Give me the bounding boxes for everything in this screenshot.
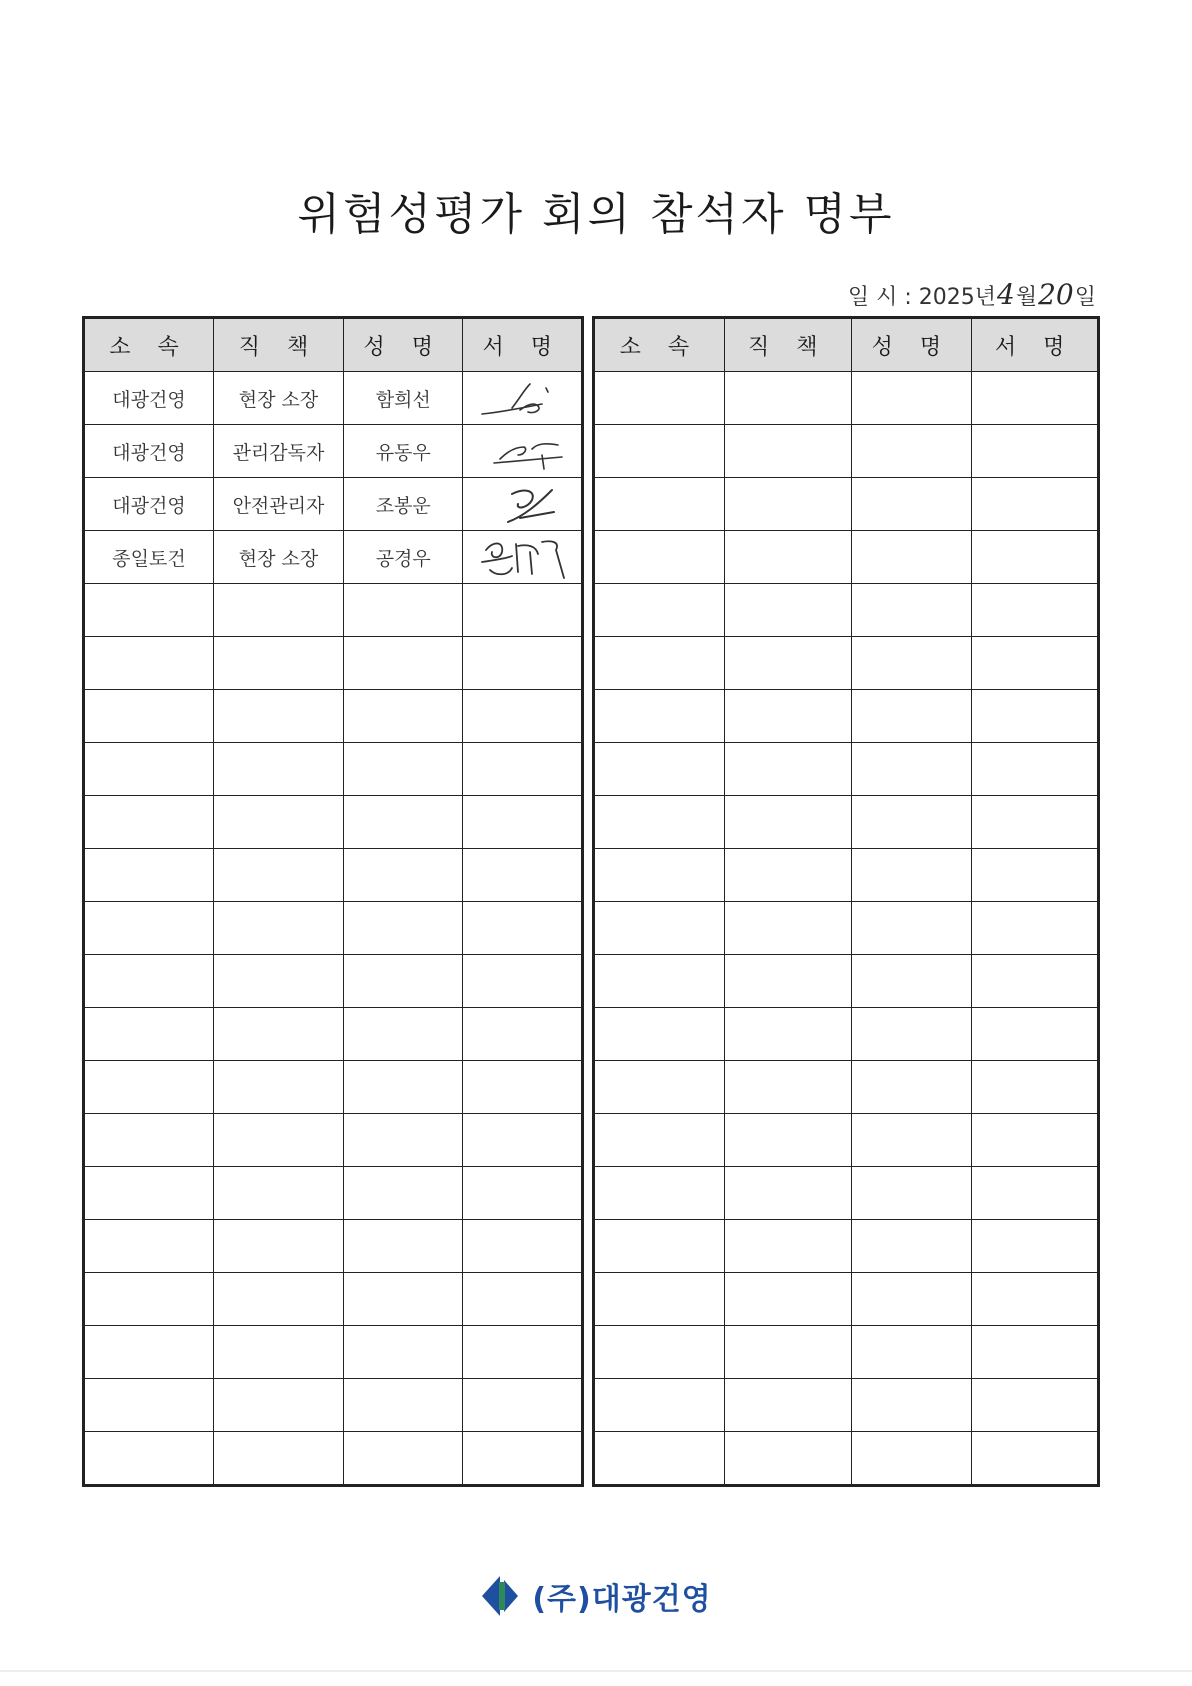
empty-row (84, 690, 583, 743)
empty-cell (213, 1061, 343, 1114)
empty-cell (343, 743, 463, 796)
empty-row (594, 1220, 1099, 1273)
empty-cell (594, 690, 725, 743)
month-suffix: 월 (1015, 285, 1038, 310)
table-row (84, 372, 583, 425)
empty-cell (463, 690, 583, 743)
empty-cell (972, 1326, 1099, 1379)
empty-cell (594, 1114, 725, 1167)
empty-cell (84, 955, 214, 1008)
empty-cell (851, 955, 972, 1008)
empty-cell (213, 902, 343, 955)
empty-cell (84, 1220, 214, 1273)
signature-image (472, 374, 572, 422)
signature-image (472, 532, 572, 582)
empty-cell (84, 1167, 214, 1220)
empty-cell (463, 1379, 583, 1432)
empty-row (594, 1273, 1099, 1326)
empty-cell (213, 955, 343, 1008)
empty-row (594, 1114, 1099, 1167)
meeting-date (848, 278, 1096, 311)
empty-cell (343, 955, 463, 1008)
empty-cell (594, 1432, 725, 1486)
position-cell: 관리감독자 (213, 425, 343, 478)
empty-cell (463, 902, 583, 955)
name-cell: 함희선 (343, 372, 463, 425)
empty-cell (972, 1379, 1099, 1432)
signature-image (472, 480, 572, 528)
day-suffix: 일 (1074, 285, 1096, 310)
empty-cell (84, 849, 214, 902)
header-position: 직 책 (213, 318, 343, 372)
empty-cell (213, 1008, 343, 1061)
empty-cell (724, 1432, 851, 1486)
empty-cell (594, 1273, 725, 1326)
empty-cell (84, 743, 214, 796)
empty-cell (84, 1273, 214, 1326)
name-cell: 조봉운 (343, 478, 463, 531)
empty-cell (343, 1114, 463, 1167)
empty-row (84, 1220, 583, 1273)
empty-cell (594, 637, 725, 690)
affiliation-cell: 종일토건 (84, 531, 214, 584)
empty-cell (972, 1114, 1099, 1167)
company-logo-icon (480, 1574, 520, 1618)
empty-row (594, 690, 1099, 743)
empty-row (594, 743, 1099, 796)
affiliation-cell: 대광건영 (84, 478, 214, 531)
empty-cell (84, 690, 214, 743)
affiliation-cell: 대광건영 (84, 372, 214, 425)
empty-cell (343, 796, 463, 849)
empty-cell (213, 1114, 343, 1167)
empty-cell (594, 1326, 725, 1379)
empty-row (84, 584, 583, 637)
empty-cell (851, 1432, 972, 1486)
empty-cell (972, 902, 1099, 955)
empty-cell (724, 1167, 851, 1220)
empty-row (84, 1379, 583, 1432)
empty-cell (594, 1061, 725, 1114)
empty-cell (84, 1061, 214, 1114)
empty-row (594, 849, 1099, 902)
empty-cell (343, 1273, 463, 1326)
empty-cell (851, 1008, 972, 1061)
header-signature: 서 명 (972, 318, 1099, 372)
empty-cell (463, 1008, 583, 1061)
empty-cell (972, 743, 1099, 796)
empty-cell (213, 584, 343, 637)
document-title: 위험성평가 회의 참석자 명부 (297, 189, 895, 240)
empty-cell (343, 1008, 463, 1061)
empty-cell (213, 637, 343, 690)
table-row (84, 531, 583, 584)
empty-cell (851, 1273, 972, 1326)
empty-cell (724, 1326, 851, 1379)
empty-cell (724, 637, 851, 690)
empty-row (594, 1008, 1099, 1061)
empty-row (84, 955, 583, 1008)
empty-cell (213, 796, 343, 849)
empty-cell (463, 955, 583, 1008)
empty-cell (972, 1061, 1099, 1114)
empty-row (84, 1008, 583, 1061)
empty-cell (972, 1167, 1099, 1220)
empty-cell (463, 1432, 583, 1486)
attendee-table-right (592, 316, 1100, 1487)
empty-cell (851, 902, 972, 955)
empty-cell (84, 1008, 214, 1061)
scan-edge-line (0, 1670, 1192, 1672)
empty-cell (463, 1114, 583, 1167)
empty-cell (594, 1167, 725, 1220)
header-affiliation: 소 속 (84, 318, 214, 372)
empty-cell (851, 478, 972, 531)
empty-row (84, 1114, 583, 1167)
empty-cell (851, 1061, 972, 1114)
empty-cell (724, 796, 851, 849)
empty-cell (972, 478, 1099, 531)
empty-cell (343, 1432, 463, 1486)
empty-cell (594, 743, 725, 796)
empty-cell (972, 1008, 1099, 1061)
empty-cell (594, 902, 725, 955)
position-cell: 안전관리자 (213, 478, 343, 531)
empty-cell (84, 584, 214, 637)
empty-row (84, 1273, 583, 1326)
empty-cell (213, 849, 343, 902)
empty-cell (463, 1273, 583, 1326)
header-name: 성 명 (851, 318, 972, 372)
empty-row (594, 902, 1099, 955)
empty-cell (343, 1379, 463, 1432)
empty-cell (213, 1432, 343, 1486)
position-cell: 현장 소장 (213, 372, 343, 425)
empty-cell (84, 796, 214, 849)
empty-cell (213, 1167, 343, 1220)
empty-cell (724, 955, 851, 1008)
empty-cell (594, 955, 725, 1008)
empty-cell (84, 902, 214, 955)
empty-cell (972, 584, 1099, 637)
empty-cell (724, 584, 851, 637)
empty-row (594, 1432, 1099, 1486)
empty-cell (851, 796, 972, 849)
empty-row (594, 531, 1099, 584)
handwritten-day: 20 (1038, 278, 1074, 311)
header-name: 성 명 (343, 318, 463, 372)
position-cell: 현장 소장 (213, 531, 343, 584)
empty-cell (851, 690, 972, 743)
empty-cell (343, 637, 463, 690)
empty-row (594, 796, 1099, 849)
empty-cell (343, 584, 463, 637)
header-row (594, 318, 1099, 372)
empty-cell (594, 1379, 725, 1432)
empty-cell (851, 372, 972, 425)
empty-cell (594, 531, 725, 584)
empty-cell (724, 531, 851, 584)
empty-cell (972, 796, 1099, 849)
empty-cell (84, 1432, 214, 1486)
empty-cell (972, 372, 1099, 425)
empty-row (594, 425, 1099, 478)
header-signature: 서 명 (463, 318, 583, 372)
empty-cell (463, 1326, 583, 1379)
empty-cell (343, 1326, 463, 1379)
empty-row (84, 1326, 583, 1379)
empty-cell (851, 849, 972, 902)
empty-cell (213, 1326, 343, 1379)
empty-cell (851, 1220, 972, 1273)
empty-cell (463, 743, 583, 796)
empty-row (594, 955, 1099, 1008)
empty-row (84, 796, 583, 849)
empty-row (84, 1167, 583, 1220)
empty-cell (724, 1273, 851, 1326)
empty-cell (343, 849, 463, 902)
empty-cell (851, 1326, 972, 1379)
empty-cell (851, 743, 972, 796)
empty-row (84, 849, 583, 902)
empty-row (84, 1061, 583, 1114)
attendee-rows (594, 372, 1099, 1486)
empty-cell (724, 1114, 851, 1167)
empty-cell (463, 849, 583, 902)
empty-cell (851, 1114, 972, 1167)
empty-cell (343, 902, 463, 955)
signature-cell (463, 478, 583, 531)
empty-cell (594, 425, 725, 478)
empty-cell (463, 584, 583, 637)
handwritten-month: 4 (997, 278, 1015, 311)
empty-cell (972, 1220, 1099, 1273)
empty-cell (724, 1061, 851, 1114)
empty-cell (84, 1326, 214, 1379)
empty-cell (851, 531, 972, 584)
name-cell: 공경우 (343, 531, 463, 584)
empty-cell (724, 1008, 851, 1061)
empty-cell (84, 1379, 214, 1432)
empty-cell (724, 1379, 851, 1432)
empty-row (594, 478, 1099, 531)
empty-cell (724, 425, 851, 478)
empty-row (594, 1167, 1099, 1220)
empty-cell (594, 1220, 725, 1273)
empty-cell (724, 743, 851, 796)
empty-cell (84, 637, 214, 690)
empty-row (594, 584, 1099, 637)
date-label: 일 시 : 2025년 (847, 285, 996, 310)
empty-row (594, 1326, 1099, 1379)
empty-cell (594, 1008, 725, 1061)
empty-cell (213, 1220, 343, 1273)
empty-cell (972, 1273, 1099, 1326)
empty-cell (851, 637, 972, 690)
empty-cell (594, 372, 725, 425)
empty-cell (213, 1273, 343, 1326)
empty-cell (463, 1167, 583, 1220)
empty-row (84, 637, 583, 690)
signature-cell (463, 531, 583, 584)
empty-cell (851, 425, 972, 478)
affiliation-cell: 대광건영 (84, 425, 214, 478)
empty-cell (724, 690, 851, 743)
empty-cell (343, 690, 463, 743)
signature-cell (463, 425, 583, 478)
empty-cell (594, 478, 725, 531)
attendee-table-left (82, 316, 584, 1487)
empty-cell (724, 372, 851, 425)
empty-cell (213, 690, 343, 743)
attendee-rows (84, 372, 583, 1486)
empty-cell (213, 1379, 343, 1432)
empty-cell (972, 690, 1099, 743)
empty-cell (724, 1220, 851, 1273)
footer (0, 1574, 1192, 1618)
empty-cell (972, 849, 1099, 902)
empty-row (594, 637, 1099, 690)
empty-cell (972, 1432, 1099, 1486)
header-affiliation: 소 속 (594, 318, 725, 372)
empty-cell (343, 1167, 463, 1220)
empty-cell (724, 902, 851, 955)
empty-cell (343, 1220, 463, 1273)
empty-row (84, 902, 583, 955)
empty-cell (594, 584, 725, 637)
header-position: 직 책 (724, 318, 851, 372)
empty-cell (724, 849, 851, 902)
empty-row (84, 1432, 583, 1486)
company-name: (주)대광건영 (532, 1582, 712, 1617)
empty-cell (463, 796, 583, 849)
signature-cell (463, 372, 583, 425)
header-row (84, 318, 583, 372)
empty-cell (84, 1114, 214, 1167)
empty-cell (972, 531, 1099, 584)
empty-cell (213, 743, 343, 796)
empty-row (594, 1061, 1099, 1114)
empty-cell (972, 425, 1099, 478)
empty-cell (851, 1167, 972, 1220)
name-cell: 유동우 (343, 425, 463, 478)
empty-cell (594, 796, 725, 849)
empty-cell (463, 1061, 583, 1114)
empty-row (594, 1379, 1099, 1432)
empty-cell (972, 637, 1099, 690)
empty-cell (972, 955, 1099, 1008)
empty-cell (851, 1379, 972, 1432)
empty-cell (594, 849, 725, 902)
table-row (84, 425, 583, 478)
empty-row (594, 372, 1099, 425)
empty-cell (851, 584, 972, 637)
empty-row (84, 743, 583, 796)
empty-cell (463, 1220, 583, 1273)
table-row (84, 478, 583, 531)
empty-cell (463, 637, 583, 690)
empty-cell (343, 1061, 463, 1114)
signature-image (472, 427, 572, 475)
empty-cell (724, 478, 851, 531)
